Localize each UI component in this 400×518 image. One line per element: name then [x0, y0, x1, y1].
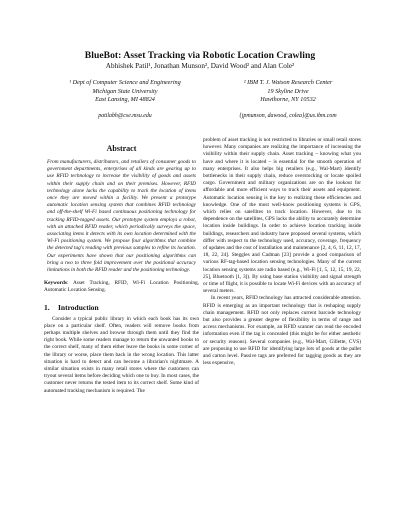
section-number: 1. — [44, 302, 50, 312]
section-heading — [44, 303, 199, 312]
keywords-text: : Asset Tracking, RFID, Wi-Fi Location Positioning, Automatic Location Sensing. — [44, 280, 199, 294]
left-column — [44, 130, 199, 395]
affiliation-2 — [203, 79, 373, 105]
paper-title: BlueBot: Asset Tracking via Robotic Location Crawling — [84, 50, 316, 61]
body-paragraph: In recent years, RFID technology has attracted considerable attention. RFID is emerging as an important technology that is reshaping supply chain management. RFID not only replaces current barcode technology but also provides a greater degree of flexibility in terms of range and access mechanisms. For example, an RFID scanner can read the encoded information even if the tag is concealed (this might be for either aesthetic or security reasons). Several companies (e.g., Wal-Mart, Gillette, CVS) are proposing to use RFID for identifying large lots of goods at the pallet and carton level. Passive tags are preferred for tagging goods as they are less expensive, — [203, 295, 361, 367]
right-column — [203, 137, 361, 368]
section-title: Introduction — [58, 302, 99, 312]
affiliation-line: Hawthorne, NY 10532 — [260, 96, 316, 104]
affiliation-line: 19 Skyline Drive — [267, 87, 309, 95]
abstract-heading: Abstract — [106, 144, 137, 153]
keywords-label: Keywords — [44, 280, 67, 287]
keywords — [44, 280, 199, 294]
paper-authors: Abhishek Patil¹, Jonathan Munson², David Wood² and Alan Cole² — [105, 62, 295, 70]
affiliation-1-email: patilabh@cse.msu.edu — [98, 113, 152, 119]
abstract-text: From manufacturers, distributors, and retailers of consumer goods to government departments, enterprises of all kinds are gearing up to use RFID technology to increase the visibility of goods and assets within their supply chain and on their premises. However, RFID technology alone lacks the capability to track the location of items once they are moved within a facility. We present a prototype automatic location sensing system that combines RFID technology and off-the-shelf Wi-Fi based continuous positioning technology for tracking RFID-tagged assets. Our prototype system employs a robot, with an attached RFID reader, which periodically surveys the space, associating items it detects with its own location determined with the Wi-Fi positioning system. We propose four algorithms that combine the detected tag's reading with previous samples to refine its location. Our experiments have shown that our positioning algorithms can bring a two to three fold improvement over the positional accuracy limitations in both the RFID reader and the positioning technology. — [47, 159, 196, 274]
affiliation-2-email: {jpmunson, dawood, colea}@us.ibm.com — [239, 113, 337, 119]
affiliation-line: Michigan State University — [92, 87, 158, 95]
affiliation-line: East Lansing, MI 48824 — [95, 96, 155, 104]
body-paragraph: Consider a typical public library in which each book has its own place on a particular shelf. Often, readers will remove books from perhaps multiple shelves and browse through them until they find the right book. While some readers manage to return the unwanted books to the correct shelf, many of them either leave the books in some corner of the library or worse, place them back in the wrong location. This latter situation is hard to detect and can become a librarian's nightmare. A similar situation exists in many retail stores where the customers can tryout several items before deciding which one to buy. In most cases, the customer never returns the tested item to its correct shelf. Some kind of automated tracking mechanism is required. The — [44, 315, 199, 394]
affiliation-line: ² IBM T. J. Watson Research Center — [243, 79, 333, 86]
affiliation-line: ¹ Dept of Computer Science and Engineering — [69, 79, 181, 86]
body-paragraph: problem of asset tracking is not restricted to libraries or small retail stores however. Many companies are realizing the importance of increasing the visibility within their supply chain. Asset tracking – knowing what you have and where it is located – is essential for the smooth operation of many enterprises. It also helps big retailers (e.g., Wal-Mart) identify bottlenecks in their supply chain, reduce overstocking or locate spoiled cargo. Government and military organizations are on the lookout for affordable and more efficient ways to track their assets and equipment. Automatic location sensing is the key to realizing these efficiencies and knowledge. One of the most well-know positioning systems is GPS, which relies on satellites to track location. However, due to its dependence on the satellites, GPS lacks the ability to accurately determine location inside buildings. In order to achieve location tracking inside buildings, researchers and industry have proposed several systems, which differ with respect to the technology used, accuracy, coverage, frequency of updates and the cost of installation and maintenance [2, 4, 6, 11, 12, 17, 18, 22, 24]. Steggles and Cadman [23] provide a good comparison of various RF-tag-based location sensing technologies. Many of the current location sensing systems are radio based (e.g., Wi-Fi [1, 5, 12, 15, 19, 22, 25], Bluetooth [1, 3]). By using base station visibility and signal strength or time of flight, it is possible to locate Wi-Fi devices with an accuracy of several meters. — [203, 137, 361, 295]
affiliation-1 — [50, 79, 200, 105]
